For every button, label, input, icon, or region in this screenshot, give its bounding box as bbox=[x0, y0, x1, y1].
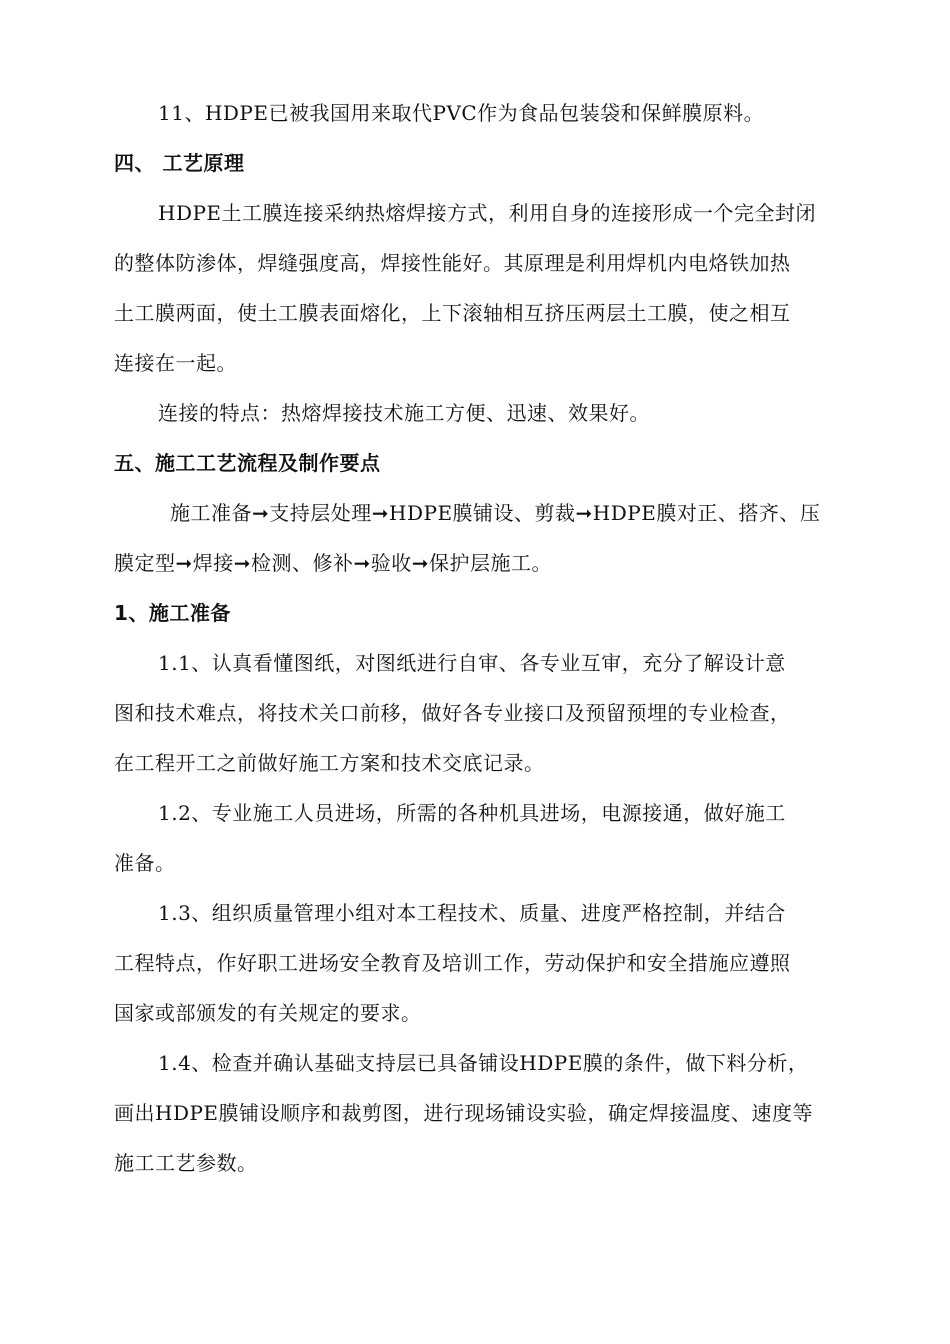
para-1-2-line-1: 1.2、专业施工人员进场，所需的各种机具进场，电源接通，做好施工 bbox=[158, 801, 786, 825]
para-1-4-line-2: 画出HDPE膜铺设顺序和裁剪图，进行现场铺设实验，确定焊接温度、速度等 bbox=[114, 1101, 814, 1125]
para-1-4-line-1: 1.4、检查并确认基础支持层已具备铺设HDPE膜的条件，做下料分析， bbox=[158, 1051, 809, 1075]
para-1-1-line-1: 1.1、认真看懂图纸，对图纸进行自审、各专业互审，充分了解设计意 bbox=[158, 651, 786, 675]
section-4-paragraph-line-1: HDPE土工膜连接采纳热熔焊接方式，利用自身的连接形成一个完全封闭 bbox=[158, 201, 817, 225]
para-1-3-line-1: 1.3、组织质量管理小组对本工程技术、质量、进度严格控制，并结合 bbox=[158, 901, 786, 925]
section-4-paragraph-line-2: 的整体防渗体，焊缝强度高，焊接性能好。其原理是利用焊机内电烙铁加热 bbox=[114, 251, 791, 275]
para-1-3-line-3: 国家或部颁发的有关规定的要求。 bbox=[114, 1001, 422, 1025]
section-4-heading: 四、 工艺原理 bbox=[114, 151, 245, 175]
flow-line-2: 膜定型➞焊接➞检测、修补➞验收➞保护层施工。 bbox=[114, 551, 553, 575]
para-1-1-line-3: 在工程开工之前做好施工方案和技术交底记录。 bbox=[114, 751, 545, 775]
section-5-heading: 五、施工工艺流程及制作要点 bbox=[114, 451, 381, 475]
item-11: 11、HDPE已被我国用来取代PVC作为食品包装袋和保鲜膜原料。 bbox=[158, 101, 765, 125]
subsection-1-heading: 1、施工准备 bbox=[114, 601, 231, 625]
para-1-1-line-2: 图和技术难点，将技术关口前移，做好各专业接口及预留预埋的专业检查， bbox=[114, 701, 791, 725]
para-1-3-line-2: 工程特点，作好职工进场安全教育及培训工作，劳动保护和安全措施应遵照 bbox=[114, 951, 791, 975]
section-4-paragraph-line-3: 土工膜两面，使土工膜表面熔化，上下滚轴相互挤压两层土工膜，使之相互 bbox=[114, 301, 791, 325]
para-1-2-line-2: 准备。 bbox=[114, 851, 176, 875]
para-1-4-line-3: 施工工艺参数。 bbox=[114, 1151, 258, 1175]
section-4-feature: 连接的特点：热熔焊接技术施工方便、迅速、效果好。 bbox=[158, 401, 650, 425]
section-4-paragraph-line-4: 连接在一起。 bbox=[114, 351, 237, 375]
flow-line-1: 施工准备➞支持层处理➞HDPE膜铺设、剪裁➞HDPE膜对正、搭齐、压 bbox=[170, 501, 821, 525]
